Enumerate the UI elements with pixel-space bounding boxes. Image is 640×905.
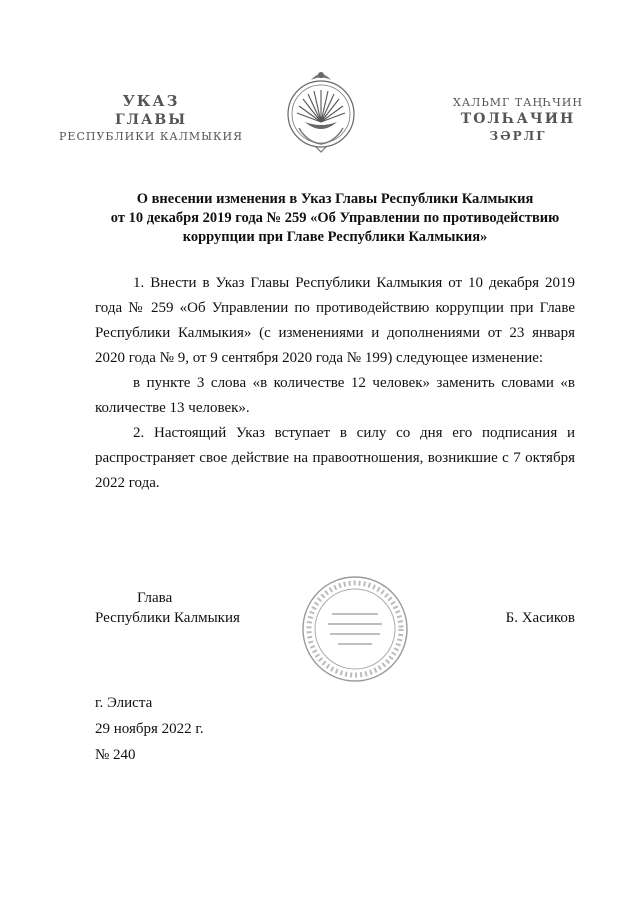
- header-right: [444, 95, 592, 145]
- signatory-name: Б. Хасиков: [505, 610, 575, 626]
- header-right-line1: ХАЛЬМГ ТАҢҺЧИН: [453, 96, 583, 109]
- decree-number: № 240: [95, 747, 136, 763]
- signatory-role-line2: Республики Калмыкия: [95, 610, 240, 626]
- header-left-line1: УКАЗ: [122, 92, 180, 110]
- header-left-line2: ГЛАВЫ: [114, 112, 188, 128]
- title-line3: коррупции при Главе Республики Калмыкия»: [182, 229, 488, 245]
- paragraph-1: 1. Внести в Указ Главы Республики Калмыкия от 10 декабря 2019 года № 259 «Об Управлении по противодействию коррупции при Главе Республики Калмыкия» (с изменениями и дополнениями от 23 января 2020 года № 9, от 9 сентября 2020 года № 199) следующее изменение:: [95, 275, 575, 366]
- signatory-role: [95, 588, 295, 628]
- coat-of-arms-emblem: [285, 66, 357, 158]
- header-right-line3: ЗӘРЛГ: [489, 129, 547, 143]
- header-left: [40, 92, 262, 144]
- signatory-role-line1: Глава: [137, 590, 173, 606]
- place-of-issue: г. Элиста: [95, 695, 153, 711]
- issue-date: 29 ноября 2022 г.: [95, 721, 204, 737]
- document-body: [95, 271, 575, 496]
- paragraph-3: 2. Настоящий Указ вступает в силу со дня его подписания и распространяет свое действие на правоотношения, возникшие с 7 октября 2022 года.: [95, 425, 575, 491]
- title-line2: от 10 декабря 2019 года № 259 «Об Управлении по противодействию: [110, 210, 560, 226]
- header-left-line3: РЕСПУБЛИКИ КАЛМЫКИЯ: [59, 130, 243, 143]
- title-line1: О внесении изменения в Указ Главы Республики Калмыкия: [136, 191, 534, 207]
- document-title: [95, 190, 575, 247]
- official-stamp-seal: [300, 574, 410, 684]
- document-footer: [95, 690, 295, 768]
- paragraph-2: в пункте 3 слова «в количестве 12 человек» заменить словами «в количестве 13 человек».: [95, 375, 575, 416]
- header-right-line2: ТОЛҺАЧИН: [460, 111, 576, 127]
